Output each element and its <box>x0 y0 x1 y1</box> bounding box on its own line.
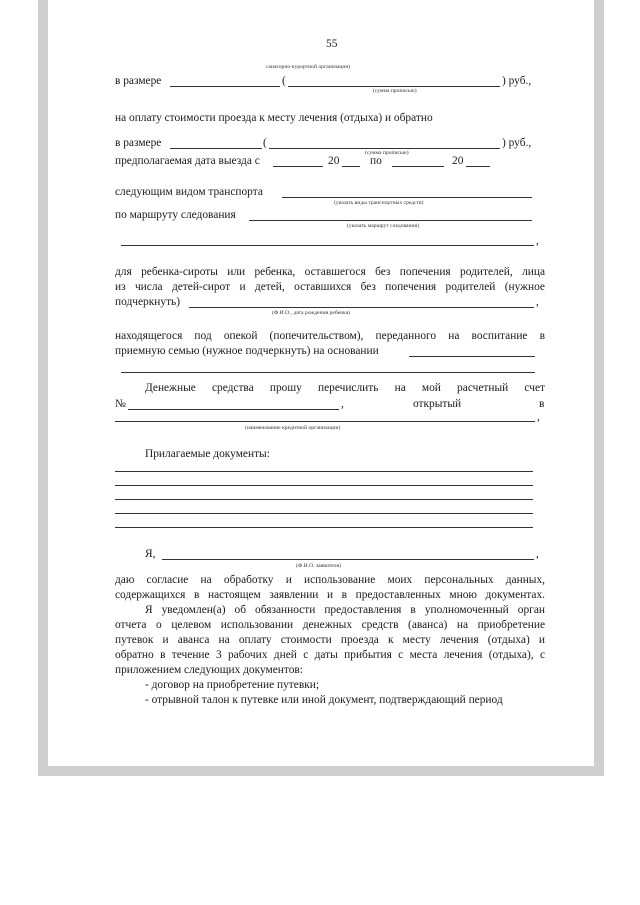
rub-label-2: ) руб., <box>502 137 532 149</box>
amount-label-1: в размере <box>115 75 162 87</box>
paren-open-1: ( <box>282 75 286 87</box>
caption-sanatorium-org: санаторно-курортной организации) <box>266 64 351 70</box>
caption-bank: (наименование кредитной организации) <box>245 425 341 431</box>
bank-name-field[interactable] <box>115 421 535 422</box>
year-label-2: 20 <box>452 155 464 167</box>
amount-field-2[interactable] <box>170 148 262 149</box>
caption-sum-2: (сумма прописью) <box>365 150 409 156</box>
orphan-text-line3: подчеркнуть) <box>115 296 181 308</box>
notify-line4: обратно в течение 3 рабочих дней с даты прибытия с места лечения (отдыха), с <box>115 649 545 661</box>
notify-line1: Я уведомлен(а) об обязанности предоставления в уполномоченный орган <box>145 604 545 616</box>
caption-child-fio: (Ф.И.О., дата рождения ребенка) <box>272 310 351 316</box>
guardianship-text-line2: приемную семью (нужное подчеркнуть) на основании <box>115 345 379 357</box>
transport-field[interactable] <box>282 197 532 198</box>
po-label: по <box>370 155 382 167</box>
account-comma: , <box>341 398 344 410</box>
notify-line5: приложением следующих документов: <box>115 664 303 676</box>
doc-item-2: - отрывной талон к путевке или иной документ, подтверждающий период <box>145 694 503 706</box>
route-label: по маршруту следования <box>115 209 236 221</box>
departure-date-label: предполагаемая дата выезда с <box>115 155 260 167</box>
basis-field[interactable] <box>409 356 535 357</box>
basis-field-continued[interactable] <box>121 372 535 373</box>
year-from-field[interactable] <box>342 166 360 167</box>
opened-label: открытый <box>413 398 462 410</box>
attached-doc-line-5[interactable] <box>115 527 533 528</box>
rub-label-1: ) руб., <box>502 75 532 87</box>
attached-docs-label: Прилагаемые документы: <box>145 448 270 460</box>
child-fio-field[interactable] <box>189 307 534 308</box>
route-field[interactable] <box>249 220 532 221</box>
travel-cost-text: на оплату стоимости проезда к месту лечения (отдыха) и обратно <box>115 112 433 124</box>
applicant-fio-field[interactable] <box>162 559 534 560</box>
orphan-text-line1: для ребенка-сироты или ребенка, оставшегося без попечения родителей, лица <box>115 266 545 278</box>
consent-line1: даю согласие на обработку и использование моих персональных данных, <box>115 574 545 586</box>
account-no-label: № <box>115 398 126 410</box>
bank-comma: , <box>537 411 540 423</box>
caption-transport: (указать виды транспортных средств) <box>334 200 424 206</box>
caption-applicant-fio: (Ф.И.О. заявителя) <box>296 563 342 569</box>
amount-words-field-2[interactable] <box>269 148 500 149</box>
orphan-text-line2: из числа детей-сирот и детей, оставшихся без попечения родителей (нужное <box>115 281 545 293</box>
page-number: 55 <box>326 38 338 50</box>
departure-date-to-field[interactable] <box>392 166 444 167</box>
route-field-continued[interactable] <box>121 245 534 246</box>
amount-field-1[interactable] <box>170 86 280 87</box>
amount-label-2: в размере <box>115 137 162 149</box>
transport-label: следующим видом транспорта <box>115 186 263 198</box>
child-fio-comma: , <box>536 296 539 308</box>
amount-words-field-1[interactable] <box>288 86 500 87</box>
consent-line2: содержащихся в настоящем заявлении и в предоставленных мною документах. <box>115 589 545 601</box>
year-label-1: 20 <box>328 155 340 167</box>
departure-date-from-field[interactable] <box>273 166 323 167</box>
paren-open-2: ( <box>263 137 267 149</box>
bank-transfer-text: Денежные средства прошу перечислить на мой расчетный счет <box>145 382 545 394</box>
attached-doc-line-4[interactable] <box>115 513 533 514</box>
route-comma: , <box>536 235 539 247</box>
guardianship-text-line1: находящегося под опекой (попечительством), переданного на воспитание в <box>115 330 545 342</box>
caption-route: (указать маршрут следования) <box>347 223 419 229</box>
attached-doc-line-1[interactable] <box>115 471 533 472</box>
ya-label: Я, <box>145 548 156 560</box>
attached-doc-line-2[interactable] <box>115 485 533 486</box>
doc-item-1: - договор на приобретение путевки; <box>145 679 320 691</box>
notify-line2: отчета о целевом использовании денежных средств (аванса) на приобретение <box>115 619 545 631</box>
attached-doc-line-3[interactable] <box>115 499 533 500</box>
applicant-fio-comma: , <box>536 548 539 560</box>
account-number-field[interactable] <box>128 409 339 410</box>
caption-sum-1: (сумма прописью) <box>373 88 417 94</box>
v-label: в <box>539 398 545 410</box>
year-to-field[interactable] <box>466 166 490 167</box>
notify-line3: путевок и аванса на оплату стоимости проезда к месту лечения (отдыха) и <box>115 634 545 646</box>
